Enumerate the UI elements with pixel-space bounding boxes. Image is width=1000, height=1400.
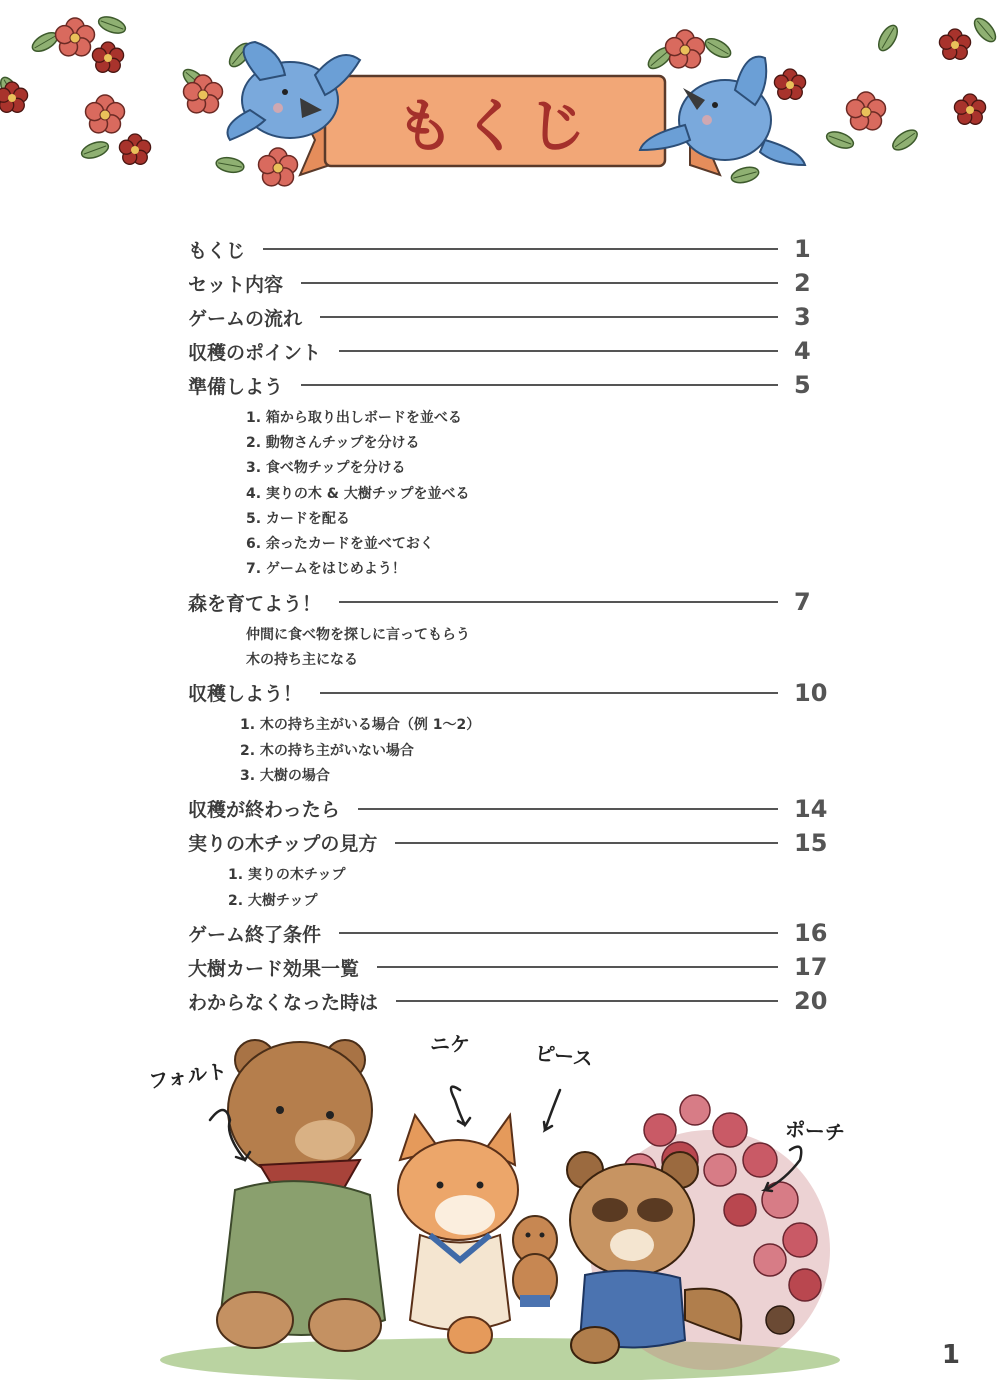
toc-entry-label: 実りの木チップの見方 — [188, 833, 378, 856]
fox-character — [398, 1115, 518, 1353]
toc-entry-label: 準備しよう — [188, 375, 284, 398]
toc-sub-item[interactable]: 木の持ち主になる — [246, 652, 358, 669]
character-name-squirrel: ピース — [533, 1041, 595, 1071]
toc-entry[interactable] — [188, 676, 838, 710]
toc-entry[interactable] — [188, 984, 838, 1018]
page-number: 1 — [941, 1340, 960, 1370]
toc-leader-line — [339, 601, 778, 603]
toc-page-number: 10 — [794, 678, 828, 707]
table-of-contents — [188, 232, 838, 1018]
toc-sub-item[interactable]: 1. 木の持ち主がいる場合（例 1～2） — [240, 717, 481, 734]
toc-leader-line — [320, 692, 778, 694]
toc-sub-item[interactable]: 2. 大樹チップ — [228, 892, 318, 909]
toc-entry[interactable] — [188, 266, 838, 300]
characters-art — [140, 1020, 860, 1380]
page-title: もくじ — [395, 91, 594, 160]
toc-sub-list — [188, 619, 838, 676]
toc-sub-list — [188, 402, 838, 585]
toc-sub-list — [188, 710, 838, 792]
toc-page-number: 17 — [794, 953, 828, 982]
toc-entry[interactable] — [188, 300, 838, 334]
toc-page-number: 5 — [794, 371, 811, 399]
characters-illustration — [140, 1020, 860, 1380]
toc-entry-label: ゲームの流れ — [188, 307, 303, 330]
toc-entry[interactable] — [188, 368, 838, 402]
toc-entry-label: 収穫のポイント — [188, 341, 322, 364]
toc-entry[interactable] — [188, 232, 838, 266]
character-name-bear: フォルト — [146, 1058, 229, 1094]
toc-sub-item[interactable]: 仲間に食べ物を探しに言ってもらう — [246, 626, 470, 643]
toc-leader-line — [358, 808, 778, 810]
character-name-raccoon: ポーチ — [784, 1116, 846, 1146]
toc-leader-line — [395, 842, 778, 844]
toc-entry[interactable] — [188, 826, 838, 860]
toc-sub-item[interactable]: 5. カードを配る — [246, 510, 350, 527]
toc-page-number: 20 — [794, 987, 828, 1016]
toc-leader-line — [339, 350, 778, 352]
toc-sub-item[interactable]: 3. 大樹の場合 — [240, 767, 330, 784]
toc-sub-item[interactable]: 3. 食べ物チップを分ける — [246, 460, 406, 477]
toc-page-number: 1 — [794, 235, 811, 263]
toc-entry-label: 収穫が終わったら — [188, 799, 340, 822]
toc-entry[interactable] — [188, 334, 838, 368]
toc-sub-item[interactable]: 1. 箱から取り出しボードを並べる — [246, 409, 462, 426]
toc-entry-label: 大樹カード効果一覧 — [188, 957, 360, 980]
toc-entry[interactable] — [188, 950, 838, 984]
toc-entry[interactable] — [188, 792, 838, 826]
bear-character — [217, 1040, 385, 1351]
toc-leader-line — [339, 932, 778, 934]
toc-page-number: 3 — [794, 303, 811, 331]
toc-entry-label: ゲーム終了条件 — [188, 923, 322, 946]
toc-sub-item[interactable]: 2. 木の持ち主がいない場合 — [240, 742, 414, 759]
toc-entry[interactable] — [188, 585, 838, 619]
toc-sub-item[interactable]: 7. ゲームをはじめよう！ — [246, 561, 406, 578]
toc-sub-item[interactable]: 1. 実りの木チップ — [228, 867, 346, 884]
toc-page-number: 14 — [794, 794, 828, 823]
toc-leader-line — [396, 1000, 778, 1002]
toc-entry-label: セット内容 — [188, 273, 284, 296]
toc-sub-list — [188, 860, 838, 917]
toc-sub-item[interactable]: 2. 動物さんチップを分ける — [246, 434, 420, 451]
toc-leader-line — [320, 316, 778, 318]
toc-page-number: 2 — [794, 269, 811, 297]
toc-entry[interactable] — [188, 916, 838, 950]
toc-page-number: 4 — [794, 337, 811, 365]
toc-leader-line — [301, 282, 778, 284]
toc-entry-label: 収穫しよう！ — [188, 683, 303, 706]
toc-page-number: 16 — [794, 919, 828, 948]
squirrel-character — [513, 1216, 557, 1307]
toc-leader-line — [263, 248, 778, 250]
toc-page-number: 7 — [794, 588, 811, 617]
character-name-fox: ニケ — [430, 1032, 470, 1056]
header-illustration — [0, 0, 1000, 215]
toc-sub-item[interactable]: 6. 余ったカードを並べておく — [246, 536, 434, 553]
toc-entry-label: わからなくなった時は — [188, 991, 379, 1014]
toc-entry-label: もくじ — [188, 239, 246, 262]
toc-leader-line — [377, 966, 778, 968]
toc-page-number: 15 — [794, 828, 828, 857]
toc-leader-line — [301, 384, 778, 386]
toc-sub-item[interactable]: 4. 実りの木 & 大樹チップを並べる — [246, 485, 470, 502]
toc-entry-label: 森を育てよう！ — [188, 592, 322, 615]
